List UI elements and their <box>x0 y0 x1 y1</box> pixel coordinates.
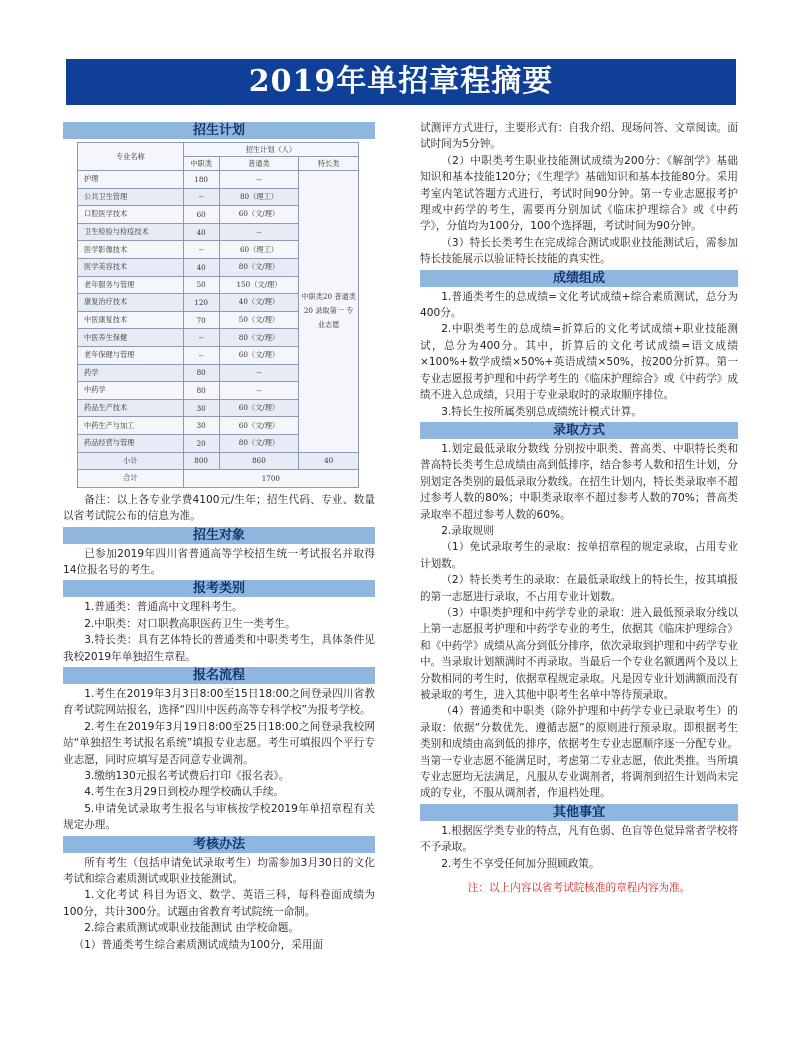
table-row <box>78 171 359 189</box>
admission-item: （2）特长类考生的录取：在最低录取线上的特长生，按其填报的第一志愿进行录取，不占用专业计划数。 <box>420 574 738 603</box>
specialty-note-cell: 中职类20 普通类20 录取第一 专业志愿 <box>299 171 359 453</box>
pg-count-cell: 40（文/理） <box>219 294 299 312</box>
pg-count-cell: 80（文/理） <box>219 258 299 276</box>
pg-count-cell: 80（文/理） <box>219 329 299 347</box>
zz-count-cell: -- <box>183 188 219 206</box>
zz-count-cell: 40 <box>183 223 219 241</box>
header-pg: 普通类 <box>219 157 299 171</box>
section-heading-target: 招生对象 <box>63 527 375 544</box>
subtotal-label: 小计 <box>78 452 184 470</box>
category-item: 1.普通类：普通高中文理科考生。 <box>84 601 243 614</box>
zz-count-cell: 120 <box>183 294 219 312</box>
admission-item: 1.划定最低录取分数线 分别按中职类、普高类、中职特长类和普高特长类考生总成绩由高到低排序，结合参考人数和招生计划，分别划定各类别的最低录取分数线。在招生计划内，特长类录取率不超过参考人数的80%；中职类录取率不超过参考人数的70%；普高类录取率不超过参考人数的60%。 <box>420 442 738 521</box>
subtotal-tc: 40 <box>299 452 359 470</box>
major-name-cell: 中药生产与加工 <box>78 417 184 435</box>
header-plan: 招生计划（人） <box>183 143 358 157</box>
score-item: 1.普通类考生的总成绩=文化考试成绩+综合素质测试，总分为400分。 <box>420 290 738 320</box>
total-value: 1700 <box>183 470 358 488</box>
red-disclaimer-note: 注：以上内容以省考试院核准的章程内容为准。 <box>467 882 691 895</box>
zz-count-cell: 40 <box>183 258 219 276</box>
major-name-cell: 老年服务与管理 <box>78 276 184 294</box>
exam-item: （1）普通类考生综合素质测试成绩为100分，采用面 <box>73 938 324 951</box>
left-column <box>63 120 375 953</box>
process-item: 3.缴纳130元报名考试费后打印《报名表》。 <box>84 769 290 782</box>
major-name-cell: 康复治疗技术 <box>78 294 184 312</box>
other-item: 1.根据医学类专业的特点，凡有色弱、色盲等色觉异常者学校将不予录取。 <box>420 824 738 854</box>
exam-item: 2.综合素质测试或职业技能测试 由学校命题。 <box>84 922 299 935</box>
pg-count-cell: -- <box>219 171 299 189</box>
major-name-cell: 医学美容技术 <box>78 258 184 276</box>
right-column <box>420 120 738 896</box>
zz-count-cell: -- <box>183 241 219 259</box>
major-name-cell: 药学 <box>78 364 184 382</box>
zz-count-cell: 30 <box>183 417 219 435</box>
section-heading-process: 报名流程 <box>63 667 375 684</box>
pg-count-cell: 60（文/理） <box>219 399 299 417</box>
major-name-cell: 中医康复技术 <box>78 311 184 329</box>
major-name-cell: 医学影像技术 <box>78 241 184 259</box>
major-name-cell: 口腔医学技术 <box>78 206 184 224</box>
process-item: 4.考生在3月29日到校办理学校确认手续。 <box>84 786 285 799</box>
major-name-cell: 护理 <box>78 171 184 189</box>
score-item: 3.特长生按所属类别总成绩统计模式计算。 <box>441 405 642 418</box>
category-item: 3.特长类：具有艺体特长的普通类和中职类考生，具体条件见我校2019年单独招生章程。 <box>63 634 375 663</box>
total-label: 合计 <box>78 470 184 488</box>
section-heading-other: 其他事宜 <box>420 804 738 821</box>
plan-note: 备注：以上各专业学费4100元/生年；招生代码、专业、数量以省考试院公布的信息为准。 <box>63 493 375 523</box>
category-item: 2.中职类：对口职教高职医药卫生一类考生。 <box>84 617 296 630</box>
pg-count-cell: 150（文/理） <box>219 276 299 294</box>
major-name-cell: 公共卫生管理 <box>78 188 184 206</box>
section-heading-admission: 录取方式 <box>420 422 738 439</box>
zz-count-cell: 60 <box>183 206 219 224</box>
zz-count-cell: 20 <box>183 434 219 452</box>
major-name-cell: 中药学 <box>78 382 184 400</box>
admission-item: （4）普通类和中职类（除外护理和中药学专业已录取考生）的录取：依据“分数优先、遵循志愿”的原则进行预录取。即根据考生类别和成绩由高到低的排序，依据考生专业志愿顺序逐一分配专业。当第一专业志愿不能满足时，考虑第二专业志愿，依此类推。当所填专业志愿均无法满足，凡服从专业调剂者，将调剂到招生计划尚未完成的专业，不服从调剂者，作退档处理。 <box>420 705 738 800</box>
page-title: 2019年单招章程摘要 <box>66 59 736 105</box>
exam-continued: 试测评方式进行，主要形式有：自我介绍、现场问答、文章阅读。面试时间为5分钟。 <box>420 122 738 151</box>
pg-count-cell: 80（理工） <box>219 188 299 206</box>
zz-count-cell: -- <box>183 329 219 347</box>
process-item: 1.考生在2019年3月3日8:00至15日18:00之间登录四川省教育考试院网站报名，选择“四川中医药高等专科学校”为报考学校。 <box>63 687 375 717</box>
pg-count-cell: 60（文/理） <box>219 206 299 224</box>
score-item: 2.中职类考生的总成绩=折算后的文化考试成绩+职业技能测试，总分为400分。其中，折算后的文化考试成绩=语文成绩×100%+数学成绩×50%+英语成绩×50%，按200分折算。第一专业志愿报考护理和中药学考生的《临床护理综合》或《中药学》成绩不进入总成绩，只用于专业录取时的录取顺序排位。 <box>420 323 738 402</box>
header-tc: 特长类 <box>299 157 359 171</box>
subtotal-pg: 860 <box>219 452 299 470</box>
major-name-cell: 中医养生保健 <box>78 329 184 347</box>
admission-item: 2.录取规则 <box>441 524 494 537</box>
pg-count-cell: -- <box>219 223 299 241</box>
pg-count-cell: 50（文/理） <box>219 311 299 329</box>
major-name-cell: 药品经营与管理 <box>78 434 184 452</box>
enrollment-plan-table <box>77 142 359 488</box>
exam-continued: （2）中职类考生职业技能测试成绩为200分：《解剖学》基础知识和基本技能120分；《生理学》基础知识和基本技能80分。采用考室内笔试答题方式进行，考试时间90分钟。第一专业志愿报考护理或中药学的考生，需要再分别加试《临床护理综合》或《中药学》，分值均为100分，100个选择题，考试时间为90分钟。 <box>420 154 738 233</box>
header-zz: 中职类 <box>183 157 219 171</box>
exam-continued: （3）特长长类考生在完成综合测试或职业技能测试后，需参加特长技能展示以验证特长技能的真实性。 <box>420 236 738 266</box>
admission-item: （1）免试录取考生的录取：按单招章程的规定录取，占用专业计划数。 <box>420 541 738 570</box>
pg-count-cell: -- <box>219 364 299 382</box>
pg-count-cell: 60（文/理） <box>219 417 299 435</box>
zz-count-cell: 30 <box>183 399 219 417</box>
zz-count-cell: -- <box>183 346 219 364</box>
pg-count-cell: 80（文/理） <box>219 434 299 452</box>
subtotal-zz: 800 <box>183 452 219 470</box>
section-heading-category: 报考类别 <box>63 580 375 597</box>
target-text: 已参加2019年四川省普通高等学校招生统一考试报名并取得14位报名号的考生。 <box>63 547 375 576</box>
exam-item: 所有考生（包括申请免试录取考生）均需参加3月30日的文化考试和综合素质测试或职业技能测试。 <box>63 856 375 885</box>
major-name-cell: 卫生检验与检疫技术 <box>78 223 184 241</box>
exam-item: 1.文化考试 科目为语文、数学、英语三科，每科卷面成绩为100分，共计300分。试题由省教育考试院统一命制。 <box>63 889 375 918</box>
section-heading-score: 成绩组成 <box>420 270 738 287</box>
section-heading-plan: 招生计划 <box>63 122 375 139</box>
pg-count-cell: -- <box>219 382 299 400</box>
pg-count-cell: 60（理工） <box>219 241 299 259</box>
other-item: 2.考生不享受任何加分照顾政策。 <box>441 857 600 870</box>
zz-count-cell: 80 <box>183 364 219 382</box>
major-name-cell: 老年保健与管理 <box>78 346 184 364</box>
zz-count-cell: 80 <box>183 382 219 400</box>
admission-item: （3）中职类护理和中药学专业的录取：进入最低预录取分线以上第一志愿报考护理和中药学专业的考生，依据其《临床护理综合》和《中药学》成绩从高分到低分排序，依次录取到护理和中药学专业中。当录取计划额满时不再录取。当最后一个专业名额遇两个及以上分数相同的考生时，依据章程规定录取。凡是因专业计划满额而没有被录取的考生，进入其他中职考生名单中等待预录取。 <box>420 606 738 701</box>
major-name-cell: 药品生产技术 <box>78 399 184 417</box>
pg-count-cell: 60（文/理） <box>219 346 299 364</box>
header-major: 专业名称 <box>78 143 184 171</box>
zz-count-cell: 180 <box>183 171 219 189</box>
process-item: 5.申请免试录取考生报名与审核按学校2019年单招章程有关规定办理。 <box>63 802 375 832</box>
section-heading-exam: 考核办法 <box>63 836 375 853</box>
enrollment-plan-table-wrap <box>77 142 359 488</box>
zz-count-cell: 50 <box>183 276 219 294</box>
zz-count-cell: 70 <box>183 311 219 329</box>
process-item: 2.考生在2019年3月19日8:00至25日18:00之间登录我校网站“单独招生考试报名系统”填报专业志愿。考生可填报四个平行专业志愿，同时应填写是否同意专业调剂。 <box>63 720 375 766</box>
